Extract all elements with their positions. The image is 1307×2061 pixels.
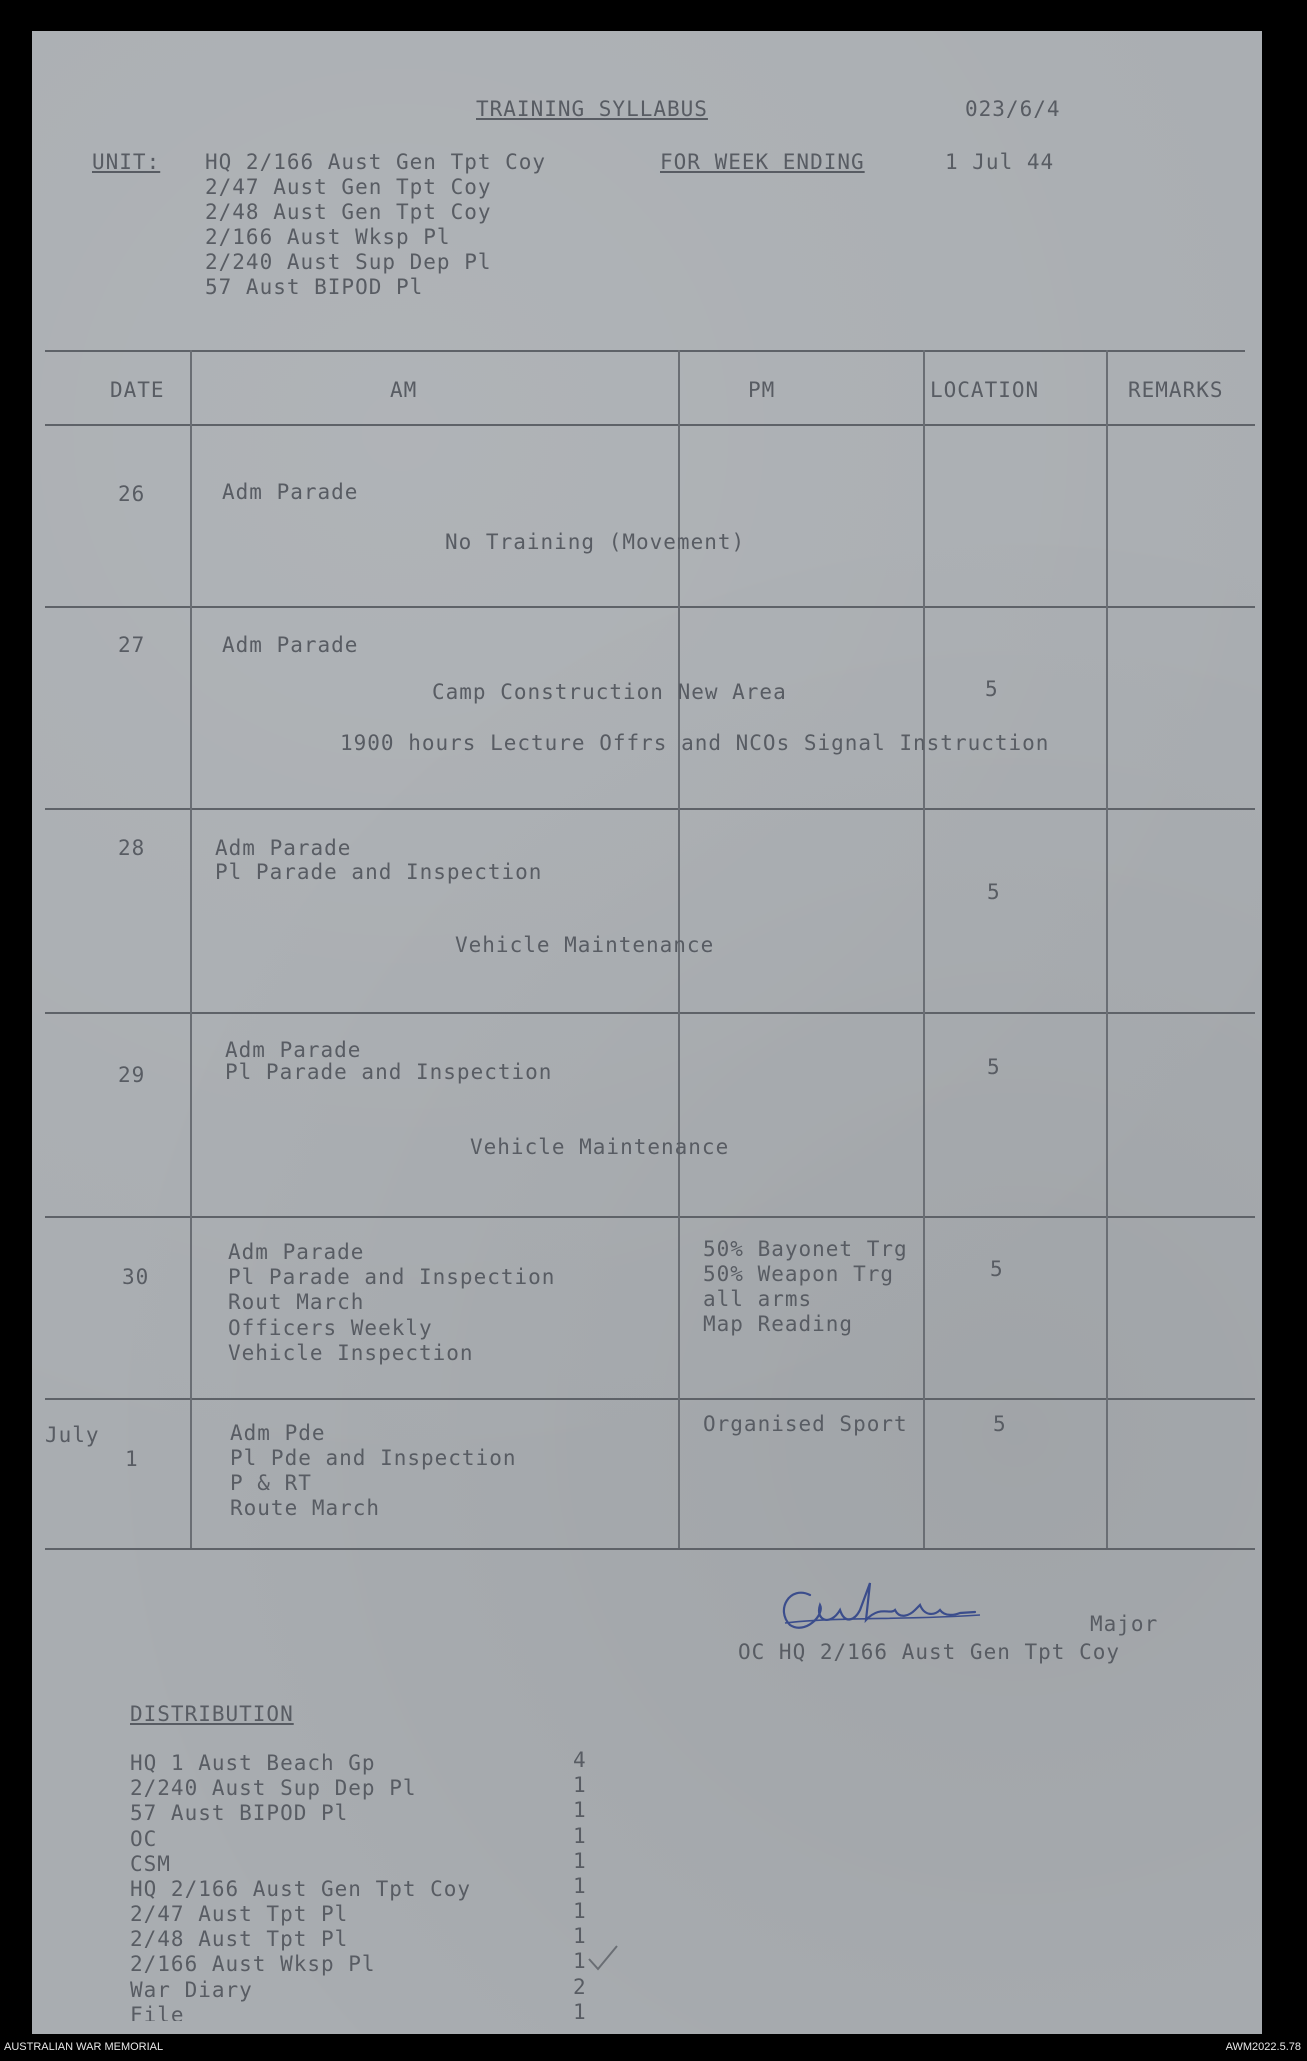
list-item-count: 1 [573, 1849, 587, 1873]
list-item: HQ 2/166 Aust Gen Tpt Coy [130, 1877, 472, 1901]
column-header-location: LOCATION [930, 378, 1040, 402]
list-item-count: 1 [573, 1924, 587, 1948]
spanning-entry: Vehicle Maintenance [470, 1135, 730, 1159]
list-item: 2/166 Aust Wksp Pl [130, 1952, 376, 1976]
am-entry: Pl Parade and Inspection [228, 1265, 556, 1289]
table-rule [45, 350, 1245, 352]
location-value: 5 [993, 1412, 1007, 1436]
row-date: 1 [125, 1447, 139, 1471]
column-header-pm: PM [748, 378, 776, 402]
pm-entry: 50% Weapon Trg [703, 1262, 895, 1286]
am-entry: Adm Parade [222, 480, 359, 504]
list-item: 57 Aust BIPOD Pl [130, 1801, 349, 1825]
list-item-count: 1 [573, 2000, 587, 2020]
column-header-date: DATE [110, 378, 165, 402]
column-divider [923, 350, 925, 1548]
am-entry: Route March [230, 1496, 381, 1520]
list-item: 2/47 Aust Tpt Pl [130, 1902, 349, 1926]
distribution-heading: DISTRIBUTION [130, 1702, 294, 1726]
week-ending-value: 1 Jul 44 [945, 150, 1055, 174]
pm-entry: Organised Sport [703, 1412, 908, 1436]
list-item: OC [130, 1827, 158, 1851]
list-item: HQ 1 Aust Beach Gp [130, 1751, 376, 1775]
spanning-entry: 1900 hours Lecture Offrs and NCOs Signal Instruction [340, 731, 1050, 755]
column-divider [1106, 350, 1108, 1548]
am-entry: Officers Weekly [228, 1316, 433, 1340]
location-value: 5 [987, 880, 1001, 904]
spanning-entry: No Training (Movement) [445, 530, 746, 554]
am-entry: Pl Parade and Inspection [215, 860, 543, 884]
table-rule [45, 1012, 1255, 1014]
am-entry: Adm Parade [222, 633, 359, 657]
pm-entry: 50% Bayonet Trg [703, 1237, 908, 1261]
list-item-count: 4 [573, 1748, 587, 1772]
list-item: File [130, 2003, 185, 2021]
row-date-month: July [45, 1423, 100, 1447]
location-value: 5 [987, 1055, 1001, 1079]
list-item: CSM [130, 1852, 171, 1876]
list-item-count: 1 [573, 1824, 587, 1848]
am-entry: Adm Parade [225, 1038, 362, 1062]
row-date: 28 [118, 836, 146, 860]
list-item: 2/48 Aust Tpt Pl [130, 1927, 349, 1951]
unit-line: HQ 2/166 Aust Gen Tpt Coy [205, 150, 547, 174]
list-item-count: 1 [573, 1899, 587, 1923]
row-date: 29 [118, 1063, 146, 1087]
am-entry: Pl Pde and Inspection [230, 1446, 517, 1470]
unit-label: UNIT: [92, 150, 161, 174]
unit-line: 2/48 Aust Gen Tpt Coy [205, 200, 492, 224]
column-header-remarks: REMARKS [1128, 378, 1224, 402]
unit-line: 2/240 Aust Sup Dep Pl [205, 250, 492, 274]
column-divider [190, 350, 192, 1548]
am-entry: Vehicle Inspection [228, 1341, 474, 1365]
signatory-rank: Major [1090, 1612, 1159, 1636]
list-item-count: 1 [573, 1798, 587, 1822]
signatory-title: OC HQ 2/166 Aust Gen Tpt Coy [738, 1640, 1121, 1664]
row-date: 30 [122, 1265, 150, 1289]
document-page [32, 31, 1262, 2034]
list-item-count: 1 [573, 1949, 587, 1973]
spanning-entry: Vehicle Maintenance [455, 933, 715, 957]
list-item-count: 2 [573, 1975, 587, 1999]
handwritten-signature [770, 1565, 1030, 1645]
document-title: TRAINING SYLLABUS [476, 97, 708, 121]
location-value: 5 [990, 1257, 1004, 1281]
spanning-entry: Camp Construction New Area [432, 680, 787, 704]
unit-line: 57 Aust BIPOD Pl [205, 275, 424, 299]
row-date: 26 [118, 482, 146, 506]
check-mark-icon [586, 1943, 620, 1973]
row-date: 27 [118, 633, 146, 657]
table-rule [45, 1398, 1255, 1400]
table-rule [45, 606, 1255, 608]
reference-number: 023/6/4 [965, 97, 1061, 121]
am-entry: Rout March [228, 1290, 365, 1314]
archive-reference: AWM2022.5.78 [1225, 2041, 1301, 2053]
list-item-count: 1 [573, 1874, 587, 1898]
table-rule [45, 808, 1255, 810]
am-entry: P & RT [230, 1471, 312, 1495]
pm-entry: Map Reading [703, 1312, 854, 1336]
table-rule [45, 424, 1255, 426]
am-entry: Adm Pde [230, 1421, 326, 1445]
am-entry: Adm Parade [215, 836, 352, 860]
unit-line: 2/47 Aust Gen Tpt Coy [205, 175, 492, 199]
am-entry: Adm Parade [228, 1240, 365, 1264]
list-item: 2/240 Aust Sup Dep Pl [130, 1776, 417, 1800]
table-rule [45, 1216, 1255, 1218]
archive-credit: AUSTRALIAN WAR MEMORIAL [4, 2041, 164, 2053]
list-item-count: 1 [573, 1773, 587, 1797]
week-ending-label: FOR WEEK ENDING [660, 150, 865, 174]
table-rule [45, 1548, 1255, 1550]
am-entry: Pl Parade and Inspection [225, 1060, 553, 1084]
unit-line: 2/166 Aust Wksp Pl [205, 225, 451, 249]
column-header-am: AM [390, 378, 418, 402]
pm-entry: all arms [703, 1287, 813, 1311]
location-value: 5 [985, 677, 999, 701]
list-item: War Diary [130, 1978, 253, 2002]
